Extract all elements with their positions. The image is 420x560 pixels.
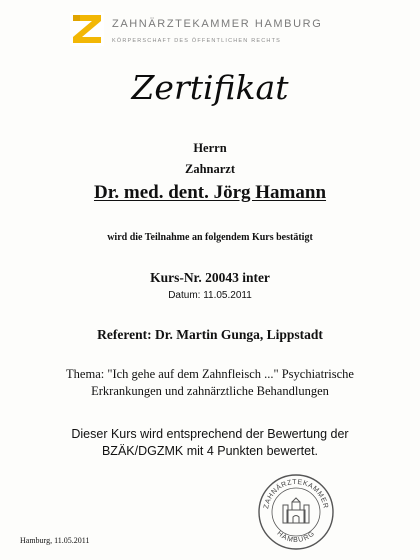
- course-number: Kurs-Nr. 20043 inter: [150, 270, 270, 285]
- profession: Zahnarzt: [185, 162, 235, 176]
- letterhead: [70, 12, 370, 52]
- points-line-2: BZÄK/DGZMK mit 4 Punkten bewertet.: [101, 444, 319, 458]
- stamp-top-text: ZAHNÄRZTEKAMMER: [263, 478, 329, 510]
- hamburg-seal-icon: [256, 472, 336, 552]
- speaker: Referent: Dr. Martin Gunga, Lippstadt: [97, 327, 323, 342]
- certificate-title: Zertifikat: [131, 68, 289, 107]
- svg-text:HAMBURG: [275, 530, 316, 544]
- zahnaerztekammer-logo-icon: [70, 12, 104, 46]
- confirmation-text: wird die Teilnahme an folgendem Kurs bestätigt: [107, 232, 313, 243]
- topic-line-2: Erkrankungen und zahnärztliche Behandlungen: [91, 384, 329, 398]
- course-date: Datum: 11.05.2011: [168, 290, 252, 301]
- salutation: Herrn: [193, 141, 227, 155]
- stamp-bottom-text: HAMBURG: [275, 529, 317, 545]
- points-line-1: Dieser Kurs wird entsprechend der Bewertung der: [71, 427, 349, 441]
- place-date: Hamburg, 11.05.2011: [20, 536, 90, 545]
- recipient-name: Dr. med. dent. Jörg Hamann: [93, 182, 327, 203]
- topic-line-1: Thema: "Ich gehe auf dem Zahnfleisch ..." Psychiatrische: [66, 367, 354, 381]
- organization-name: ZAHNÄRZTEKAMMER HAMBURG: [112, 18, 323, 30]
- organization-subtitle: KÖRPERSCHAFT DES ÖFFENTLICHEN RECHTS: [112, 38, 282, 44]
